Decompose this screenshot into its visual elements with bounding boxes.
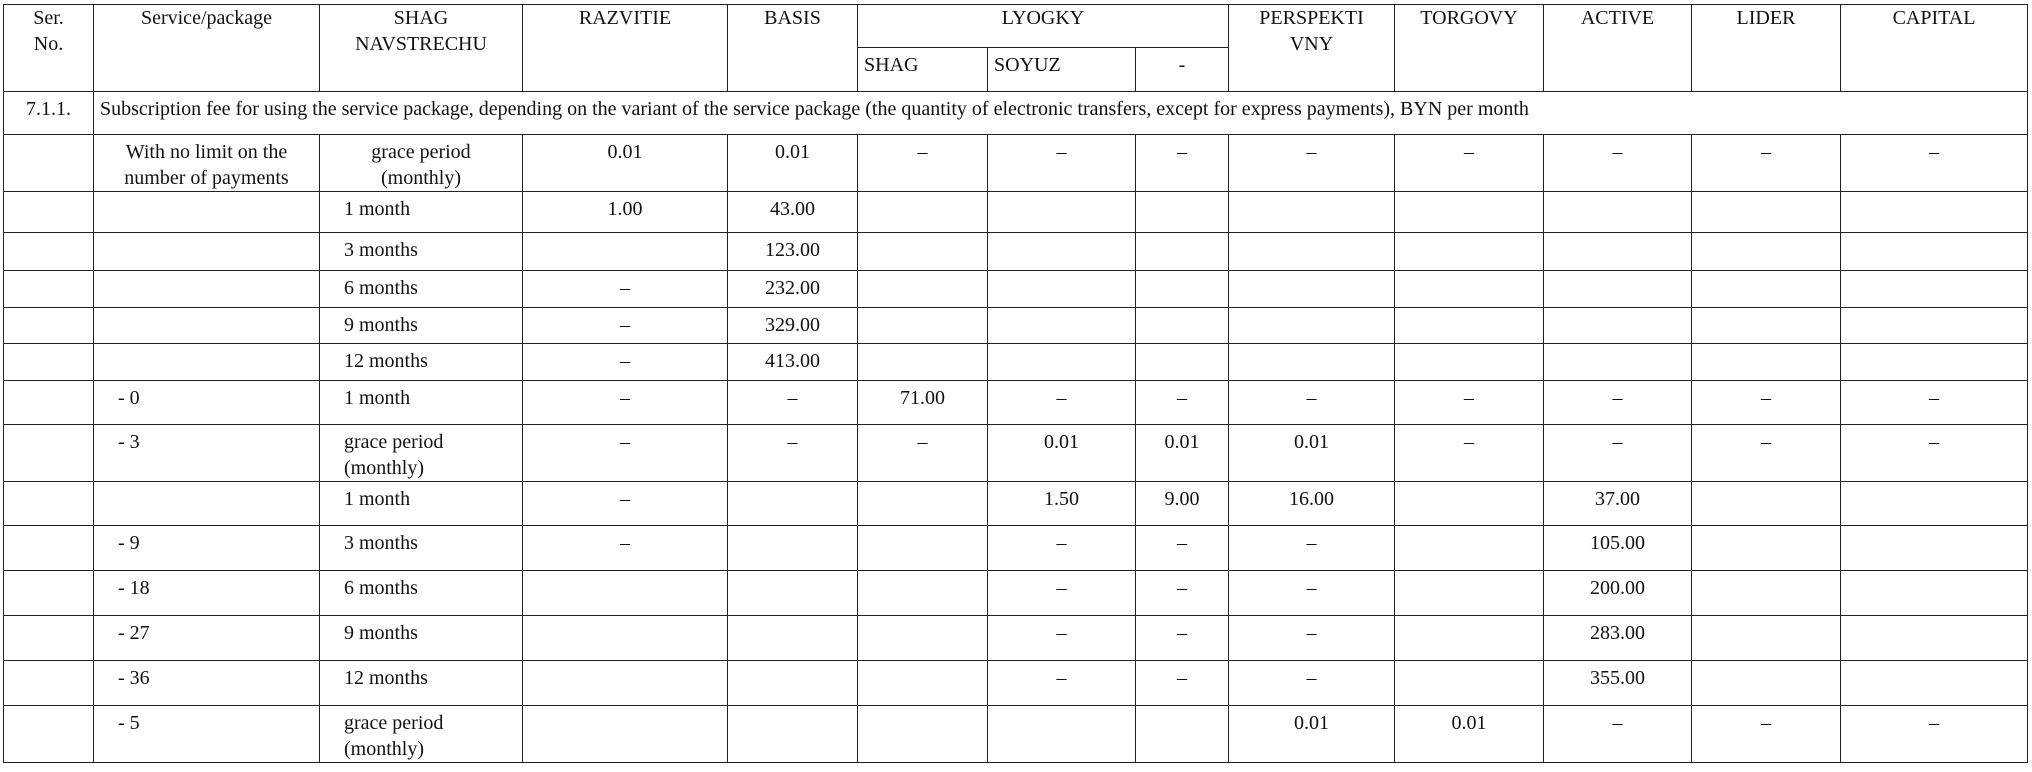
cell-lyogky-shag xyxy=(858,571,988,616)
cell-lider xyxy=(1692,571,1841,616)
header-ser-no: Ser. No. xyxy=(4,5,94,92)
header-shag-navstrechu: SHAG NAVSTRECHU xyxy=(320,5,523,92)
cell-lyogky-soyuz: 0.01 xyxy=(988,425,1136,482)
cell-torgovy: – xyxy=(1395,425,1544,482)
cell-razvitie: – xyxy=(523,271,728,308)
cell-lider: – xyxy=(1692,381,1841,425)
cell-razvitie: – xyxy=(523,482,728,526)
cell-active: 37.00 xyxy=(1544,482,1692,526)
cell-razvitie: 1.00 xyxy=(523,192,728,233)
cell-service xyxy=(94,482,320,526)
cell-razvitie xyxy=(523,706,728,763)
cell-active xyxy=(1544,233,1692,271)
cell-razvitie: – xyxy=(523,381,728,425)
cell-capital xyxy=(1841,571,2028,616)
cell-torgovy xyxy=(1395,344,1544,381)
cell-torgovy xyxy=(1395,616,1544,661)
cell-lyogky-shag xyxy=(858,616,988,661)
table-row xyxy=(4,271,2028,308)
cell-torgovy xyxy=(1395,526,1544,571)
cell-term: 3 months xyxy=(320,233,523,271)
cell-basis xyxy=(728,526,858,571)
header-torgovy: TORGOVY xyxy=(1395,5,1544,92)
cell-term: 6 months xyxy=(320,571,523,616)
table-row xyxy=(4,192,2028,233)
header-row-top xyxy=(4,5,2028,48)
cell-capital xyxy=(1841,526,2028,571)
cell-service: - 5 xyxy=(94,706,320,763)
cell-term: grace period (monthly) xyxy=(320,425,523,482)
cell-torgovy xyxy=(1395,233,1544,271)
cell-service xyxy=(94,192,320,233)
cell-active: 283.00 xyxy=(1544,616,1692,661)
cell-service: - 0 xyxy=(94,381,320,425)
cell-lyogky-dash: – xyxy=(1136,381,1229,425)
cell-torgovy: – xyxy=(1395,135,1544,192)
cell-active: 105.00 xyxy=(1544,526,1692,571)
cell-lyogky-soyuz: 1.50 xyxy=(988,482,1136,526)
cell-capital xyxy=(1841,482,2028,526)
header-basis: BASIS xyxy=(728,5,858,92)
cell-basis: 413.00 xyxy=(728,344,858,381)
cell-term: 9 months xyxy=(320,616,523,661)
table-row xyxy=(4,661,2028,706)
cell-lider xyxy=(1692,308,1841,344)
cell-capital xyxy=(1841,192,2028,233)
header-lyogky-dash: - xyxy=(1136,48,1229,92)
cell-lyogky-dash xyxy=(1136,706,1229,763)
cell-lider xyxy=(1692,661,1841,706)
cell-ser xyxy=(4,344,94,381)
section-title: Subscription fee for using the service package, depending on the variant of the service package (the quantity of electronic transfers, except for express payments), BYN per month xyxy=(94,92,2028,135)
cell-ser xyxy=(4,308,94,344)
cell-active: – xyxy=(1544,135,1692,192)
cell-service: With no limit on the number of payments xyxy=(94,135,320,192)
header-razvitie: RAZVITIE xyxy=(523,5,728,92)
cell-ser xyxy=(4,526,94,571)
table-row xyxy=(4,233,2028,271)
cell-service: - 36 xyxy=(94,661,320,706)
table-row xyxy=(4,706,2028,763)
cell-ser xyxy=(4,192,94,233)
cell-lyogky-soyuz: – xyxy=(988,135,1136,192)
cell-basis xyxy=(728,616,858,661)
cell-ser xyxy=(4,661,94,706)
cell-perspektivny: – xyxy=(1229,381,1395,425)
cell-capital: – xyxy=(1841,135,2028,192)
cell-basis: 123.00 xyxy=(728,233,858,271)
cell-perspektivny: – xyxy=(1229,571,1395,616)
cell-torgovy xyxy=(1395,192,1544,233)
cell-perspektivny: 0.01 xyxy=(1229,425,1395,482)
header-lyogky-shag: SHAG xyxy=(858,48,988,92)
cell-basis: – xyxy=(728,425,858,482)
cell-capital xyxy=(1841,344,2028,381)
cell-lyogky-dash: – xyxy=(1136,661,1229,706)
cell-service xyxy=(94,308,320,344)
cell-ser xyxy=(4,482,94,526)
cell-torgovy xyxy=(1395,661,1544,706)
cell-term: 6 months xyxy=(320,271,523,308)
cell-term: 12 months xyxy=(320,344,523,381)
cell-razvitie xyxy=(523,616,728,661)
cell-razvitie xyxy=(523,571,728,616)
cell-lyogky-dash: – xyxy=(1136,616,1229,661)
cell-ser xyxy=(4,616,94,661)
cell-ser xyxy=(4,271,94,308)
header-service-package: Service/package xyxy=(94,5,320,92)
cell-term: grace period (monthly) xyxy=(320,706,523,763)
cell-capital: – xyxy=(1841,706,2028,763)
cell-active: – xyxy=(1544,381,1692,425)
cell-perspektivny xyxy=(1229,308,1395,344)
cell-lider xyxy=(1692,526,1841,571)
cell-razvitie: – xyxy=(523,308,728,344)
cell-torgovy: 0.01 xyxy=(1395,706,1544,763)
cell-lyogky-soyuz xyxy=(988,271,1136,308)
cell-capital: – xyxy=(1841,425,2028,482)
header-lyogky: LYOGKY xyxy=(858,5,1229,48)
cell-lyogky-shag: – xyxy=(858,425,988,482)
cell-active xyxy=(1544,271,1692,308)
cell-term: 12 months xyxy=(320,661,523,706)
cell-lyogky-soyuz: – xyxy=(988,571,1136,616)
cell-lyogky-shag xyxy=(858,706,988,763)
cell-term: 1 month xyxy=(320,381,523,425)
cell-lyogky-dash: 0.01 xyxy=(1136,425,1229,482)
cell-lyogky-shag xyxy=(858,482,988,526)
cell-perspektivny: – xyxy=(1229,526,1395,571)
table-row xyxy=(4,344,2028,381)
cell-razvitie: – xyxy=(523,344,728,381)
cell-lyogky-shag xyxy=(858,271,988,308)
cell-term: grace period (monthly) xyxy=(320,135,523,192)
cell-lyogky-soyuz xyxy=(988,706,1136,763)
cell-perspektivny: – xyxy=(1229,616,1395,661)
cell-lyogky-dash xyxy=(1136,271,1229,308)
header-lyogky-soyuz: SOYUZ xyxy=(988,48,1136,92)
cell-capital xyxy=(1841,308,2028,344)
header-lider: LIDER xyxy=(1692,5,1841,92)
cell-active: 355.00 xyxy=(1544,661,1692,706)
cell-lider xyxy=(1692,616,1841,661)
cell-active xyxy=(1544,344,1692,381)
cell-basis: 0.01 xyxy=(728,135,858,192)
cell-active: – xyxy=(1544,706,1692,763)
cell-razvitie: – xyxy=(523,526,728,571)
cell-lyogky-dash xyxy=(1136,233,1229,271)
header-active: ACTIVE xyxy=(1544,5,1692,92)
cell-lyogky-shag: 71.00 xyxy=(858,381,988,425)
cell-service: - 27 xyxy=(94,616,320,661)
cell-active: – xyxy=(1544,425,1692,482)
cell-ser xyxy=(4,135,94,192)
cell-ser xyxy=(4,233,94,271)
cell-term: 1 month xyxy=(320,482,523,526)
cell-lyogky-dash xyxy=(1136,192,1229,233)
cell-lider xyxy=(1692,192,1841,233)
cell-service xyxy=(94,344,320,381)
table-row xyxy=(4,425,2028,482)
cell-perspektivny xyxy=(1229,192,1395,233)
cell-ser xyxy=(4,706,94,763)
cell-perspektivny: 16.00 xyxy=(1229,482,1395,526)
cell-lyogky-soyuz xyxy=(988,233,1136,271)
cell-capital xyxy=(1841,233,2028,271)
cell-active xyxy=(1544,192,1692,233)
cell-lider xyxy=(1692,482,1841,526)
cell-lyogky-dash: – xyxy=(1136,135,1229,192)
section-number: 7.1.1. xyxy=(4,92,94,135)
cell-lyogky-soyuz: – xyxy=(988,661,1136,706)
cell-lyogky-dash xyxy=(1136,308,1229,344)
cell-razvitie: – xyxy=(523,425,728,482)
tariff-table xyxy=(3,4,2028,763)
cell-basis: 43.00 xyxy=(728,192,858,233)
cell-lyogky-shag xyxy=(858,661,988,706)
table-row xyxy=(4,308,2028,344)
cell-service: - 3 xyxy=(94,425,320,482)
cell-lyogky-shag xyxy=(858,233,988,271)
cell-perspektivny xyxy=(1229,233,1395,271)
cell-service xyxy=(94,271,320,308)
cell-service xyxy=(94,233,320,271)
cell-lider xyxy=(1692,233,1841,271)
cell-service: - 9 xyxy=(94,526,320,571)
cell-perspektivny: – xyxy=(1229,135,1395,192)
section-row xyxy=(4,92,2028,135)
cell-capital: – xyxy=(1841,381,2028,425)
cell-lider xyxy=(1692,344,1841,381)
table-row xyxy=(4,482,2028,526)
header-capital: CAPITAL xyxy=(1841,5,2028,92)
cell-lyogky-soyuz xyxy=(988,192,1136,233)
cell-capital xyxy=(1841,661,2028,706)
table-row xyxy=(4,571,2028,616)
cell-lider xyxy=(1692,271,1841,308)
cell-torgovy xyxy=(1395,571,1544,616)
cell-perspektivny: – xyxy=(1229,661,1395,706)
cell-lyogky-shag: – xyxy=(858,135,988,192)
cell-lider: – xyxy=(1692,425,1841,482)
cell-term: 3 months xyxy=(320,526,523,571)
cell-basis: – xyxy=(728,381,858,425)
cell-razvitie xyxy=(523,233,728,271)
cell-basis xyxy=(728,706,858,763)
cell-torgovy xyxy=(1395,271,1544,308)
cell-ser xyxy=(4,381,94,425)
cell-ser xyxy=(4,571,94,616)
cell-lider: – xyxy=(1692,706,1841,763)
table-row xyxy=(4,381,2028,425)
cell-basis xyxy=(728,482,858,526)
cell-capital xyxy=(1841,271,2028,308)
cell-term: 1 month xyxy=(320,192,523,233)
table-row xyxy=(4,526,2028,571)
cell-torgovy xyxy=(1395,482,1544,526)
cell-lyogky-soyuz: – xyxy=(988,381,1136,425)
cell-basis xyxy=(728,571,858,616)
table-row xyxy=(4,135,2028,192)
cell-lyogky-soyuz: – xyxy=(988,526,1136,571)
cell-lyogky-soyuz: – xyxy=(988,616,1136,661)
cell-torgovy: – xyxy=(1395,381,1544,425)
cell-lyogky-shag xyxy=(858,344,988,381)
cell-perspektivny xyxy=(1229,271,1395,308)
cell-service: - 18 xyxy=(94,571,320,616)
cell-capital xyxy=(1841,616,2028,661)
cell-lyogky-dash: – xyxy=(1136,571,1229,616)
cell-active: 200.00 xyxy=(1544,571,1692,616)
cell-lyogky-dash xyxy=(1136,344,1229,381)
cell-perspektivny: 0.01 xyxy=(1229,706,1395,763)
table-body xyxy=(4,92,2028,763)
cell-lyogky-dash: 9.00 xyxy=(1136,482,1229,526)
cell-basis: 232.00 xyxy=(728,271,858,308)
cell-basis: 329.00 xyxy=(728,308,858,344)
cell-razvitie xyxy=(523,661,728,706)
cell-lyogky-soyuz xyxy=(988,344,1136,381)
cell-active xyxy=(1544,308,1692,344)
cell-ser xyxy=(4,425,94,482)
table-row xyxy=(4,616,2028,661)
cell-lyogky-shag xyxy=(858,308,988,344)
cell-lyogky-soyuz xyxy=(988,308,1136,344)
cell-razvitie: 0.01 xyxy=(523,135,728,192)
header-perspektivny: PERSPEKTI VNY xyxy=(1229,5,1395,92)
cell-perspektivny xyxy=(1229,344,1395,381)
cell-lyogky-shag xyxy=(858,192,988,233)
cell-lyogky-dash: – xyxy=(1136,526,1229,571)
cell-basis xyxy=(728,661,858,706)
cell-torgovy xyxy=(1395,308,1544,344)
cell-lider: – xyxy=(1692,135,1841,192)
cell-term: 9 months xyxy=(320,308,523,344)
cell-lyogky-shag xyxy=(858,526,988,571)
